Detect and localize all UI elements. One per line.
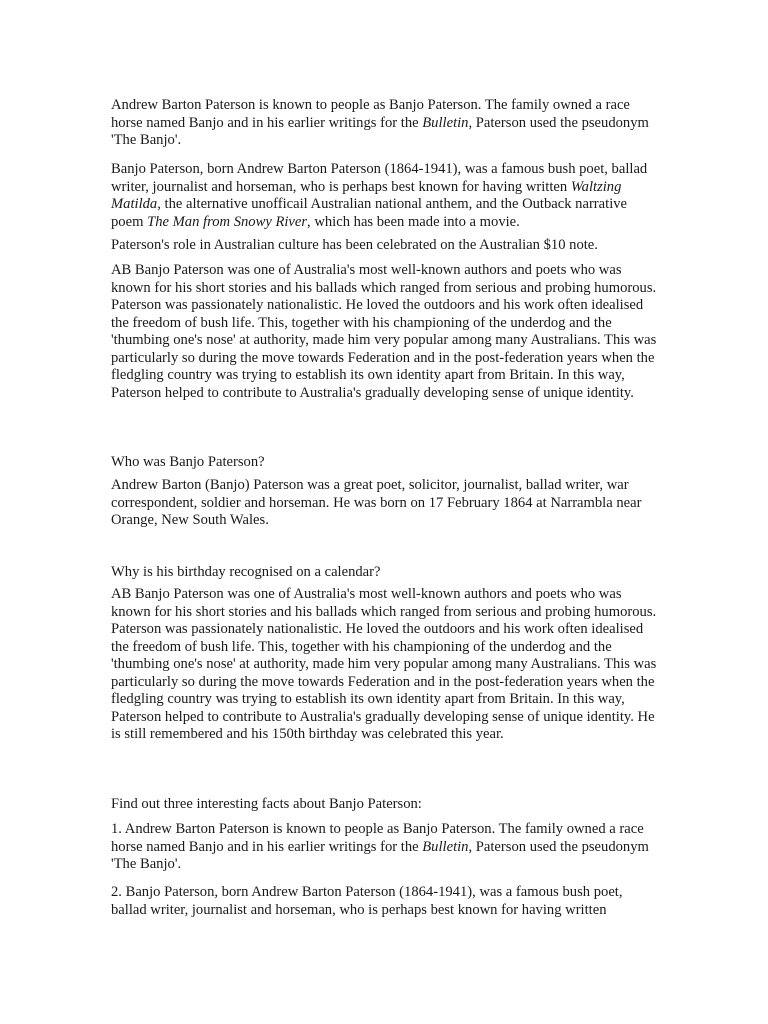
fact-two: 2. Banjo Paterson, born Andrew Barton Paterson (1864-1941), was a famous bush poet, ballad writer, journalist and horseman, who is perhaps best known for having written bbox=[111, 884, 623, 918]
fact-one-text-start: 1. Andrew Barton Paterson is known to people as Banjo Paterson. The family owned a race horse named Banjo and in his earlier writings for the bbox=[111, 821, 644, 855]
fact-one-bulletin-title: Bulletin bbox=[422, 838, 469, 855]
fact-one bbox=[111, 821, 659, 874]
question-birthday-answer: AB Banjo Paterson was one of Australia's most well-known authors and poets who was known for his short stories and his ballads which ranged from serious and probing humorous. Paterson was passionately nationalistic. He loved the outdoors and his work often idealised the freedom of bush life. This, together with his championing of the underdog and the 'thumbing one's nose' at authority, made him very popular among many Australians. This was particularly so during the move towards Federation and in the post-federation years when the fledgling country was trying to establish its own identity apart from Britain. In this way, Paterson helped to contribute to Australia's gradually developing sense of unique identity. He is still remembered and his 150th birthday was celebrated this year. bbox=[111, 586, 657, 742]
question-who-heading: Who was Banjo Paterson? bbox=[111, 454, 265, 470]
bio-text-part2: , the alternative unofficail Australian national anthem, and the Outback narrative poem bbox=[111, 196, 628, 230]
fact-one-text-end: , Paterson used the pseudonym 'The Banjo'. bbox=[111, 838, 649, 872]
waltzing-matilda-title: Waltzing Matilda bbox=[111, 178, 622, 212]
bulletin-title: Bulletin bbox=[422, 114, 469, 131]
question-birthday-heading: Why is his birthday recognised on a calendar? bbox=[111, 564, 381, 580]
summary-paragraph: AB Banjo Paterson was one of Australia's most well-known authors and poets who was known for his short stories and his ballads which ranged from serious and probing humorous. Paterson was passionately nationalistic. He loved the outdoors and his work often idealised the freedom of bush life. This, together with his championing of the underdog and the 'thumbing one's nose' at authority, made him very popular among many Australians. This was particularly so during the move towards Federation and in the post-federation years when the fledgling country was trying to establish its own identity apart from Britain. In this way, Paterson helped to contribute to Australia's gradually developing sense of unique identity. bbox=[111, 262, 657, 401]
ten-dollar-note-paragraph: Paterson's role in Australian culture has been celebrated on the Australian $10 note. bbox=[111, 237, 598, 253]
bio-paragraph bbox=[111, 161, 659, 231]
snowy-river-title: The Man from Snowy River bbox=[147, 213, 308, 230]
bio-text-part1: Banjo Paterson, born Andrew Barton Paterson (1864-1941), was a famous bush poet, ballad writer, journalist and horseman, who is perhaps best known for having written bbox=[111, 161, 648, 195]
intro-text-start: Andrew Barton Paterson is known to people as Banjo Paterson. The family owned a race horse named Banjo and in his earlier writings for the bbox=[111, 97, 630, 131]
bio-text-part3: , which has been made into a movie. bbox=[307, 213, 520, 230]
intro-paragraph bbox=[111, 97, 659, 150]
intro-text-end: , Paterson used the pseudonym 'The Banjo'. bbox=[111, 114, 649, 148]
question-who-answer: Andrew Barton (Banjo) Paterson was a great poet, solicitor, journalist, ballad writer, war correspondent, soldier and horseman. He was born on 17 February 1864 at Narrambla near Orange, New South Wales. bbox=[111, 477, 642, 528]
question-facts-heading: Find out three interesting facts about Banjo Paterson: bbox=[111, 796, 422, 812]
